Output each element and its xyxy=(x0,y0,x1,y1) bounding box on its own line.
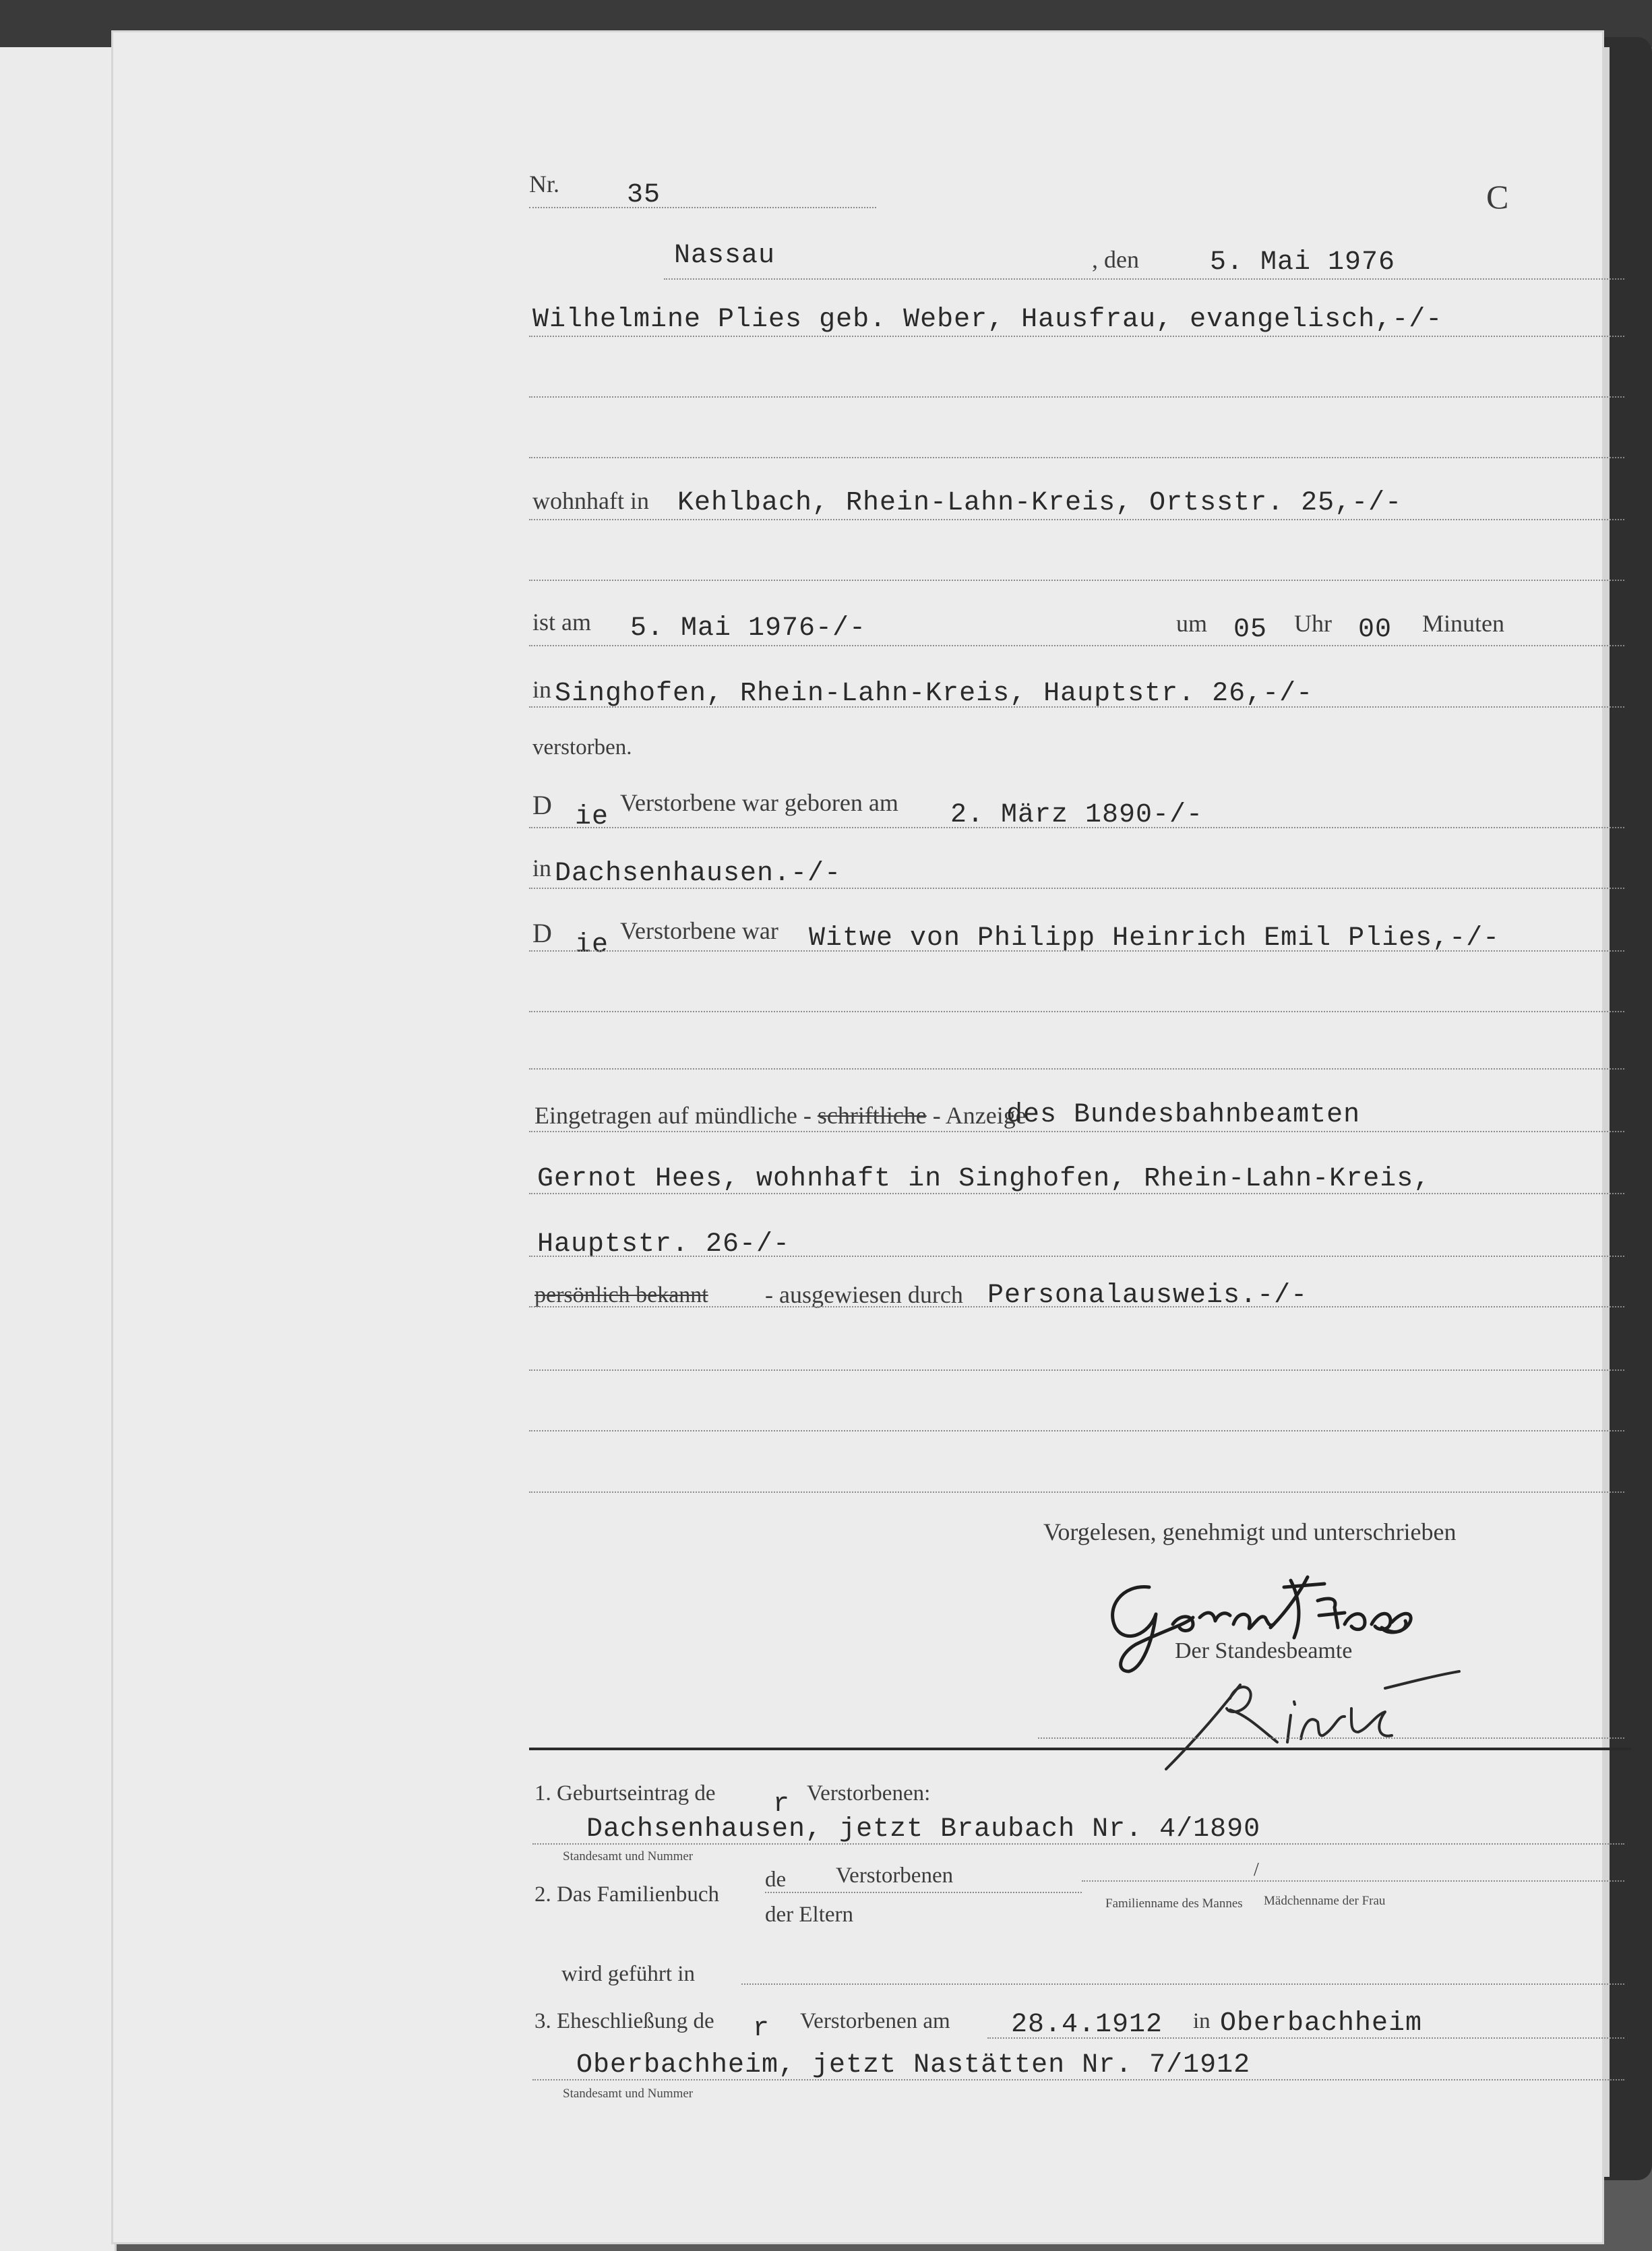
blank-line-1 xyxy=(529,396,1624,398)
footnote-1-suffix: r xyxy=(773,1789,791,1820)
registrar-signature xyxy=(1166,1671,1459,1769)
status-label: Verstorbene war xyxy=(620,917,778,944)
wird-gefuehrt-line xyxy=(741,1983,1624,1985)
residence-line xyxy=(529,519,1624,520)
birth-register-entry: Dachsenhausen, jetzt Braubach Nr. 4/1890 xyxy=(586,1814,1261,1845)
nr-line xyxy=(529,207,876,208)
marriage-register-entry: Oberbachheim, jetzt Nastätten Nr. 7/1912 xyxy=(576,2050,1251,2080)
place-value: Nassau xyxy=(674,241,776,271)
death-date: 5. Mai 1976-/- xyxy=(630,613,867,644)
struck-schriftliche: schriftliche xyxy=(817,1102,927,1129)
death-hour: 05 xyxy=(1233,615,1268,645)
footnote-3-in: in xyxy=(1193,2009,1211,2033)
informant-line-1: des Bundesbahnbeamten xyxy=(1006,1100,1361,1130)
name-separator: / xyxy=(1254,1859,1259,1880)
footnote-2-upper-line xyxy=(765,1892,1082,1893)
marital-status: Witwe von Philipp Heinrich Emil Plies,-/- xyxy=(809,923,1500,954)
id-line xyxy=(529,1306,1624,1307)
footnote-2-eltern: der Eltern xyxy=(765,1903,854,1927)
family-book-line xyxy=(1082,1880,1624,1882)
blank-line-4 xyxy=(529,1011,1624,1012)
familienname-label: Familienname des Mannes xyxy=(1105,1897,1243,1911)
id-label: - ausgewiesen durch xyxy=(765,1281,963,1308)
birth-in-label: in xyxy=(532,855,552,882)
death-minute: 00 xyxy=(1358,615,1393,645)
minuten-label: Minuten xyxy=(1422,610,1504,637)
footnote-3-entry-line xyxy=(532,2079,1624,2080)
wohnhaft-label: wohnhaft in xyxy=(532,487,649,514)
name-line xyxy=(529,336,1624,337)
blank-line-8 xyxy=(529,1491,1624,1493)
uhr-label: Uhr xyxy=(1294,610,1332,637)
status-line xyxy=(529,950,1624,952)
d2-suffix: ie xyxy=(575,930,609,960)
blank-line-3 xyxy=(529,580,1624,581)
d1-suffix: ie xyxy=(575,802,609,832)
left-page xyxy=(0,47,117,2251)
blank-line-2 xyxy=(529,457,1624,458)
d2-letter: D xyxy=(532,918,552,948)
in-label: in xyxy=(532,676,552,703)
blank-line-6 xyxy=(529,1369,1624,1371)
verstorben-label: verstorben. xyxy=(532,735,632,760)
footnote-3-label: 3. Eheschließung de xyxy=(534,2009,714,2033)
nr-label: Nr. xyxy=(529,171,559,197)
footnote-3-line xyxy=(987,2037,1624,2039)
registration-label xyxy=(534,1103,1027,1128)
den-label: , den xyxy=(1092,246,1139,273)
struck-persoenlich-bekannt: persönlich bekannt xyxy=(534,1283,708,1307)
born-label: Verstorbene war geboren am xyxy=(620,789,898,816)
nr-value: 35 xyxy=(627,180,661,210)
d1-letter: D xyxy=(532,790,552,820)
place-date-line xyxy=(664,278,1624,280)
registration-label-pre: Eingetragen auf mündliche - xyxy=(534,1102,812,1129)
death-place: Singhofen, Rhein-Lahn-Kreis, Hauptstr. 26,-/- xyxy=(555,679,1314,709)
footnote-1-line xyxy=(532,1843,1624,1845)
id-document: Personalausweis.-/- xyxy=(987,1281,1308,1311)
birth-place-line xyxy=(529,888,1624,889)
blank-line-7 xyxy=(529,1430,1624,1431)
um-label: um xyxy=(1176,610,1208,637)
informant-line-1-rule xyxy=(529,1131,1624,1132)
footnote-2-verstorbenen: Verstorbenen xyxy=(836,1863,954,1888)
approval-text: Vorgelesen, genehmigt und unterschrieben xyxy=(1043,1518,1457,1545)
footnote-2-de: de xyxy=(765,1868,787,1892)
footnote-3-suffix: r xyxy=(753,2014,770,2044)
birth-date: 2. März 1890-/- xyxy=(950,800,1204,830)
maedchenname-label: Mädchenname der Frau xyxy=(1264,1894,1386,1908)
residence-value: Kehlbach, Rhein-Lahn-Kreis, Ortsstr. 25,-/- xyxy=(677,488,1403,518)
wird-gefuehrt-label: wird geführt in xyxy=(561,1962,695,1986)
informant-line-2: Gernot Hees, wohnhaft in Singhofen, Rhein-Lahn-Kreis, xyxy=(537,1164,1431,1194)
death-register-page xyxy=(111,30,1604,2244)
blank-line-5 xyxy=(529,1068,1624,1070)
register-date: 5. Mai 1976 xyxy=(1210,247,1396,278)
informant-line-3-rule xyxy=(529,1256,1624,1257)
informant-line-3: Hauptstr. 26-/- xyxy=(537,1229,791,1260)
footnote-divider xyxy=(529,1748,1631,1750)
marriage-date: 28.4.1912 xyxy=(1011,2010,1163,2040)
standesamt-label-2: Standesamt und Nummer xyxy=(563,2087,694,2101)
registrar-label: Der Standesbeamte xyxy=(1175,1638,1353,1663)
registration-label-post: - Anzeige xyxy=(932,1102,1027,1129)
footnote-2-label: 2. Das Familienbuch xyxy=(534,1882,720,1907)
ist-am-label: ist am xyxy=(532,609,591,636)
footnote-3-label2: Verstorbenen am xyxy=(800,2009,950,2033)
footnote-1-label: 1. Geburtseintrag de xyxy=(534,1781,716,1806)
birth-place: Dachsenhausen.-/- xyxy=(555,859,842,889)
birth-line xyxy=(529,827,1624,828)
signature-area xyxy=(1068,1560,1473,1776)
signature-line xyxy=(1038,1737,1624,1739)
death-place-line xyxy=(529,706,1624,708)
footnote-1-label2: Verstorbenen: xyxy=(807,1781,931,1806)
marriage-place: Oberbachheim xyxy=(1220,2008,1423,2039)
death-date-line xyxy=(529,645,1624,646)
deceased-name: Wilhelmine Plies geb. Weber, Hausfrau, evangelisch,-/- xyxy=(532,305,1443,335)
standesamt-label: Standesamt und Nummer xyxy=(563,1849,694,1863)
informant-line-2-rule xyxy=(529,1193,1624,1194)
section-letter: C xyxy=(1486,178,1509,216)
